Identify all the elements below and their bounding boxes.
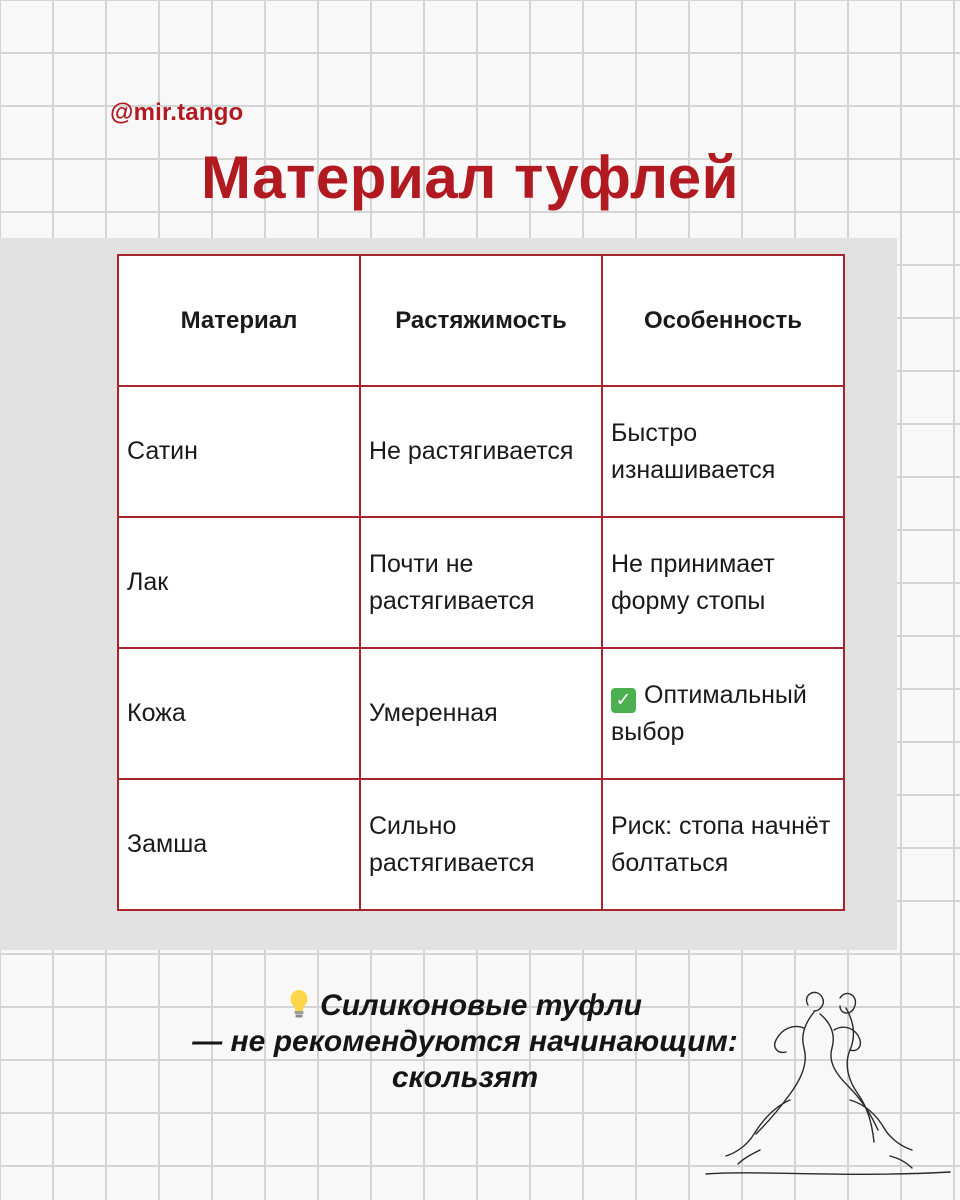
cell-stretch: Умеренная — [360, 648, 602, 779]
light-bulb-icon — [288, 989, 310, 1019]
tip-note — [150, 988, 780, 1096]
table-row — [118, 779, 844, 910]
cell-stretch: Почти не растягивается — [360, 517, 602, 648]
tip-line-3: скользят — [391, 1061, 539, 1094]
materials-table — [117, 254, 845, 911]
table-row — [118, 517, 844, 648]
cell-stretch: Не растягивается — [360, 386, 602, 517]
cell-feature: Быстро изнашивается — [602, 386, 844, 517]
cell-material: Сатин — [118, 386, 360, 517]
tango-dancers-illustration — [700, 980, 952, 1180]
tip-line-2: — не рекомендуются начинающим: — [192, 1025, 738, 1058]
page-title: Материал туфлей — [200, 144, 740, 211]
header-material: Материал — [118, 255, 360, 386]
header-feature: Особенность — [602, 255, 844, 386]
cell-stretch: Сильно растягивается — [360, 779, 602, 910]
table-row — [118, 386, 844, 517]
table-row — [118, 648, 844, 779]
check-mark-icon: ✓ — [611, 688, 636, 713]
cell-material: Кожа — [118, 648, 360, 779]
cell-material: Лак — [118, 517, 360, 648]
account-handle: @mir.tango — [110, 99, 244, 126]
cell-feature — [602, 648, 844, 779]
cell-feature: Не принимает форму стопы — [602, 517, 844, 648]
cell-feature: Риск: стопа начнёт болтаться — [602, 779, 844, 910]
tip-line-1-text: Силиконовые туфли — [320, 989, 642, 1022]
header-stretch: Растяжимость — [360, 255, 602, 386]
cell-material: Замша — [118, 779, 360, 910]
table-header-row — [118, 255, 844, 386]
cell-feature-text: Оптимальный выбор — [611, 680, 807, 746]
tip-line-1 — [150, 988, 780, 1024]
